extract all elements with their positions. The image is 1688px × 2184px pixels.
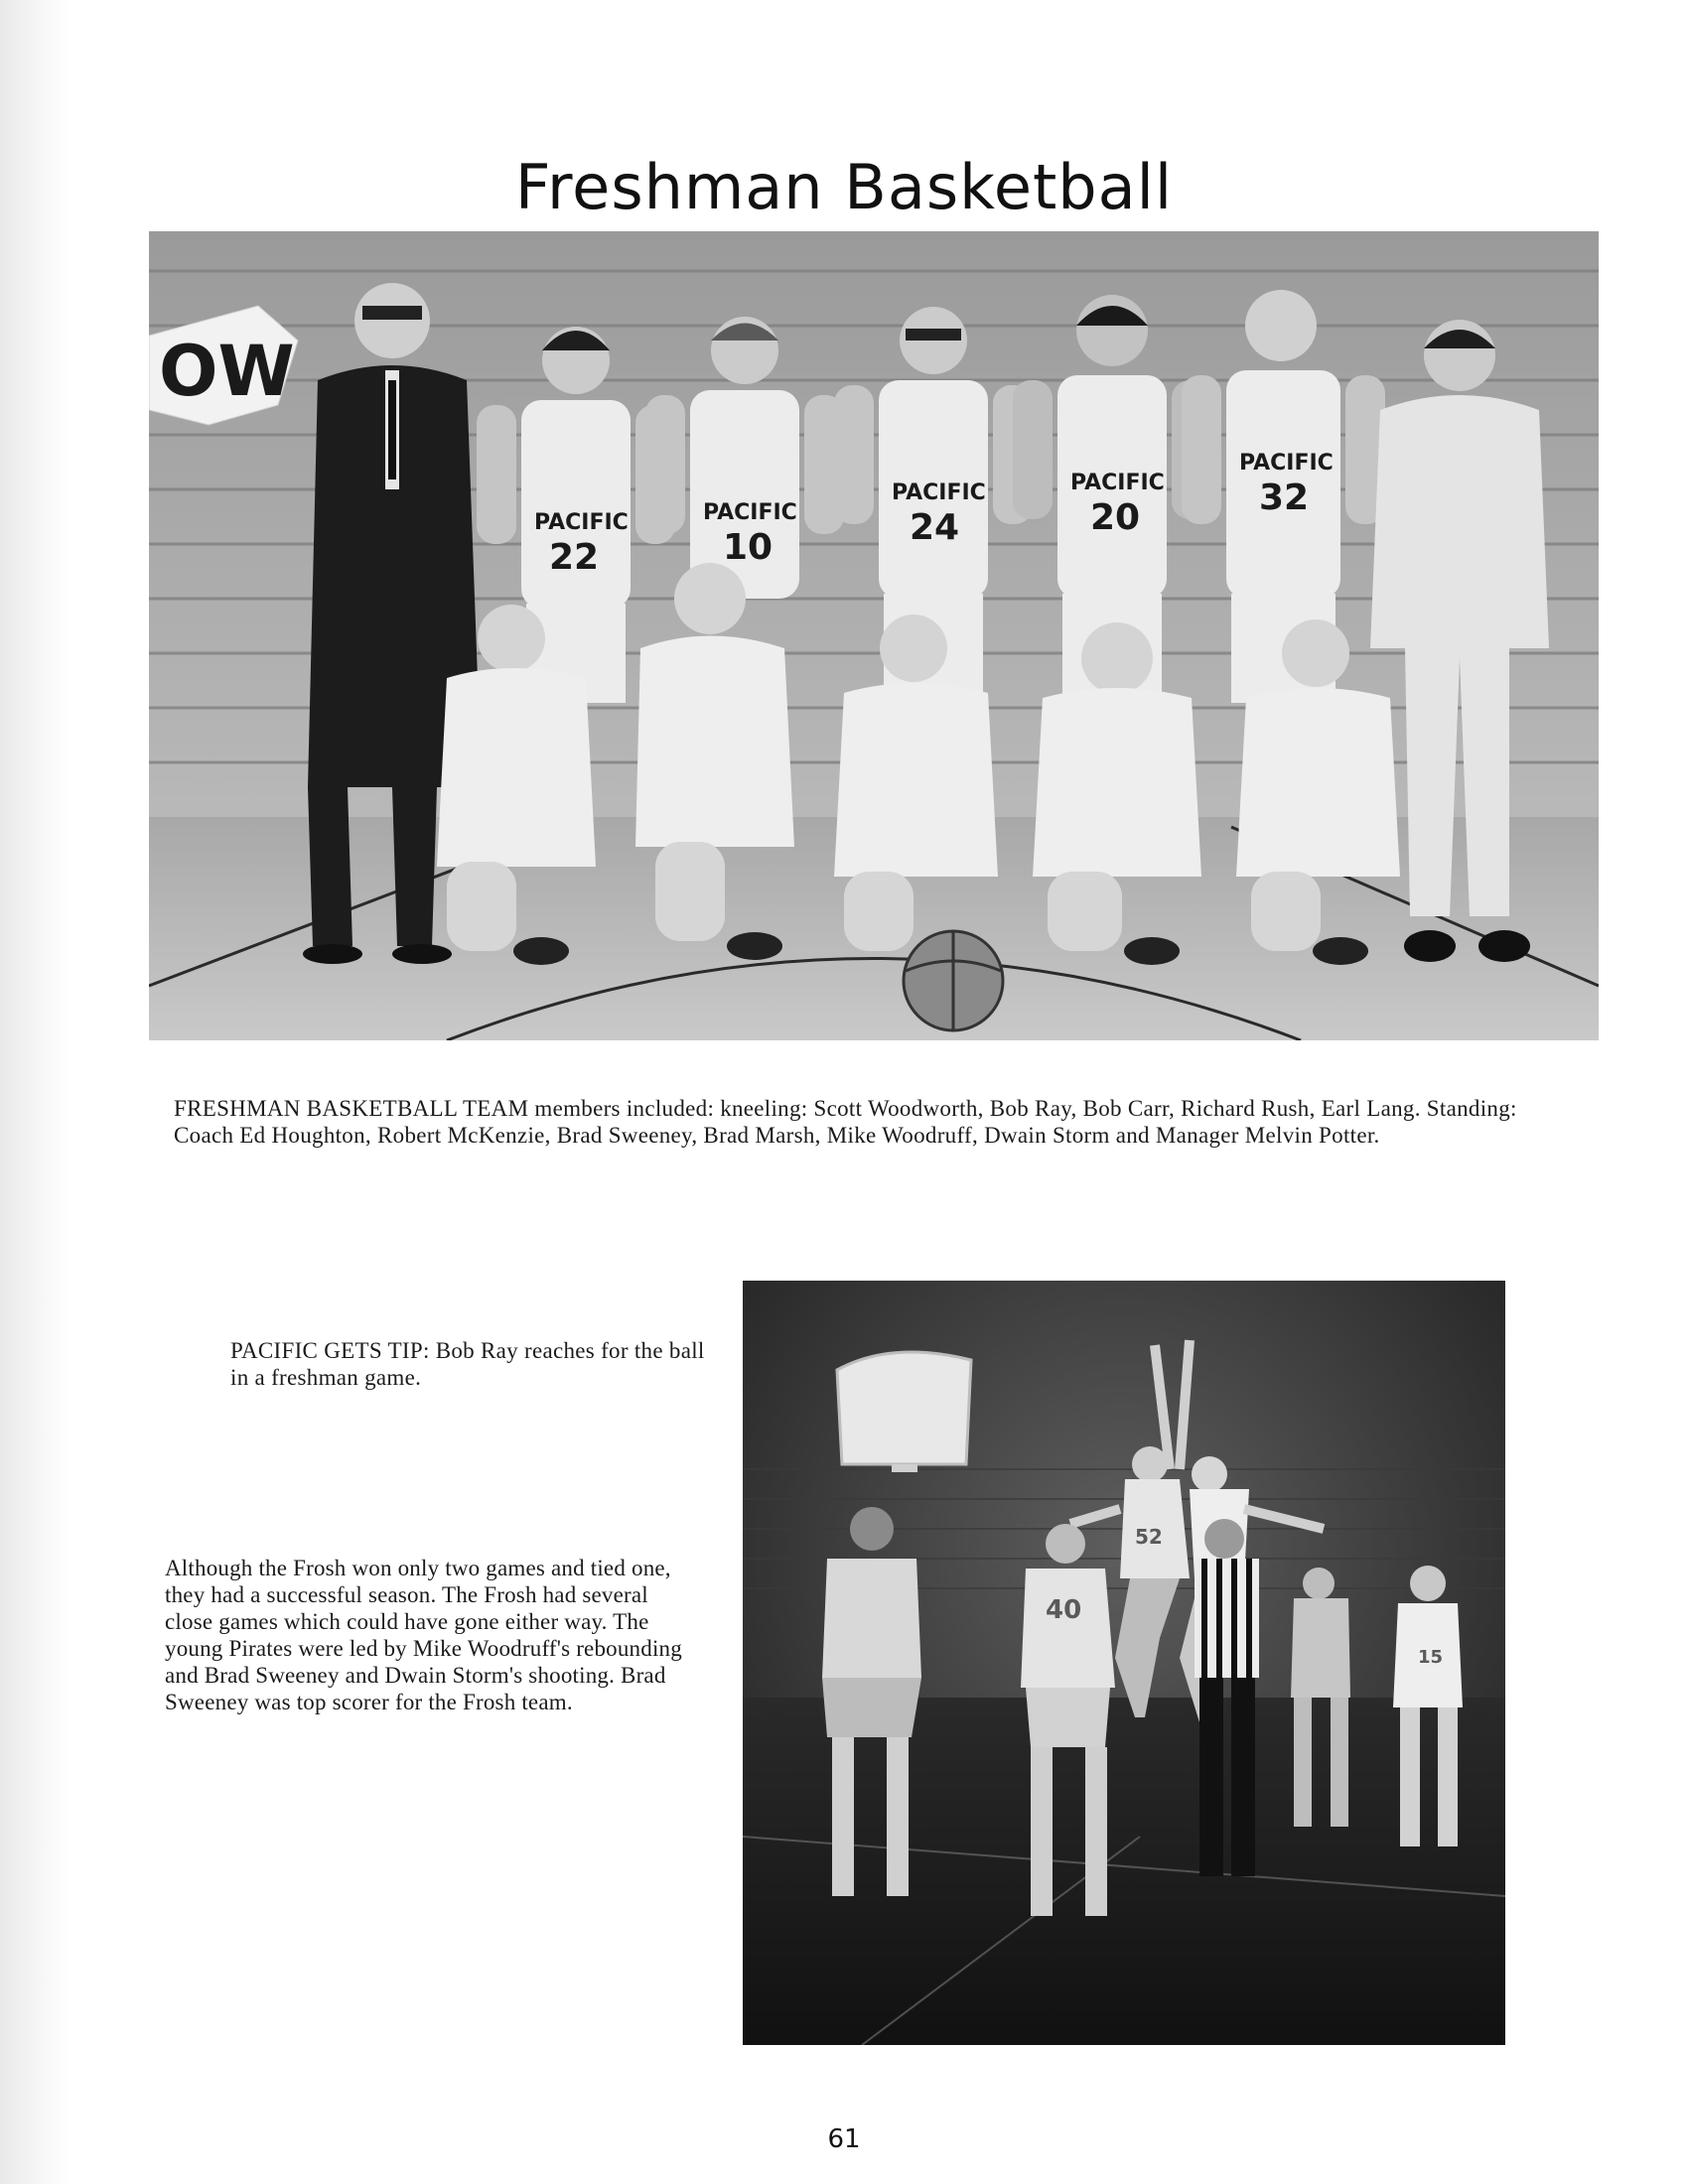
action-jersey-number: 15 (1418, 1647, 1444, 1668)
jersey-number: 24 (910, 507, 960, 548)
team-photo-caption: FRESHMAN BASKETBALL TEAM members included: kneeling: Scott Woodworth, Bob Ray, Bob Carr, Richard Rush, Earl Lang. Standing: Coach Ed Houghton, Robert McKenzie, Brad Sweeney, Brad Marsh, Mike Woodruff, Dwain Storm and Manager Melvin Potter. (174, 1096, 1517, 1148)
jersey-number: 32 (1259, 478, 1310, 518)
page-binding-shadow (0, 0, 70, 2184)
action-jersey-number: 52 (1135, 1525, 1163, 1549)
action-photo-caption: PACIFIC GETS TIP: Bob Ray reaches for the ball in a freshman game. (230, 1338, 705, 1390)
team-photo (149, 231, 1599, 1040)
action-jersey-number: 40 (1046, 1595, 1082, 1625)
jersey-team-label: PACIFIC (703, 500, 797, 525)
page-title: Freshman Basketball (514, 150, 1174, 223)
action-photo-image (743, 1281, 1505, 2045)
season-summary: Although the Frosh won only two games and tied one, they had a successful season. The Frosh had several close games which could have gone either way. The young Pirates were led by Mike Woodruff's rebounding and Brad Sweeney and Dwain Storm's shooting. Brad Sweeney was top scorer for the Frosh team. (165, 1556, 682, 1714)
wall-sign-text: OW (159, 331, 295, 412)
jersey-number: 22 (549, 537, 600, 578)
basketball (904, 931, 1003, 1030)
jersey-team-label: PACIFIC (534, 510, 629, 535)
jersey-number: 10 (723, 527, 774, 568)
page-number: 61 (827, 2124, 861, 2154)
jersey-team-label: PACIFIC (1239, 451, 1334, 476)
jersey-number: 20 (1090, 497, 1141, 538)
jersey-team-label: PACIFIC (1070, 471, 1165, 495)
team-photo-image (149, 231, 1599, 1040)
jersey-team-label: PACIFIC (892, 480, 986, 505)
action-photo (743, 1281, 1505, 2045)
backboard (837, 1352, 971, 1472)
